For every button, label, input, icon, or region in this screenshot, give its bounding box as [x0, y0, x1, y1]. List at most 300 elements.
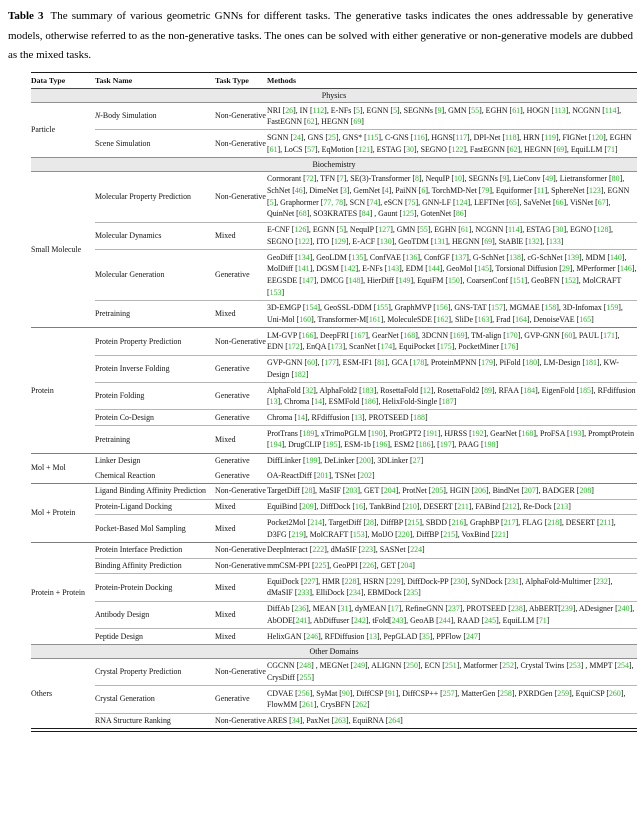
- citation-link[interactable]: 230: [452, 576, 465, 586]
- task-type-cell: Mixed: [215, 515, 267, 542]
- task-name-cell: Antibody Design: [95, 601, 215, 628]
- methods-cell: mmCSM-PPI [225], GeoPPI [226], GET [204]: [267, 558, 637, 574]
- citation-link[interactable]: 168: [403, 330, 416, 340]
- citation-link[interactable]: 14: [314, 397, 323, 407]
- task-type-cell: Mixed: [215, 601, 267, 628]
- citation-link[interactable]: 173: [330, 342, 343, 352]
- task-name-cell: Protein-Protein Docking: [95, 574, 215, 601]
- citation-link[interactable]: 122: [297, 236, 310, 246]
- methods-cell: EquiDock [227], HMR [228], HSRN [229], DiffDock-PP [230], SyNDock [231], AlphaFold-Multimer [232], dMaSIF [233], ElliDock [234], EBMDock [235]: [267, 574, 637, 601]
- section-title: Biochemistry: [31, 157, 637, 171]
- task-name-cell: Ligand Binding Affinity Prediction: [95, 483, 215, 499]
- citation-link[interactable]: 204: [383, 486, 396, 496]
- citation-link[interactable]: 246: [306, 631, 319, 641]
- citation-link[interactable]: 9: [502, 174, 507, 184]
- table-row: [31, 558, 637, 574]
- citation-link[interactable]: 120: [591, 132, 604, 142]
- citation-link[interactable]: 12: [422, 385, 431, 395]
- citation-link[interactable]: 10: [454, 174, 462, 184]
- citation-link[interactable]: 215: [443, 529, 456, 539]
- citation-link[interactable]: 239: [560, 604, 573, 614]
- citation-link[interactable]: 219: [291, 529, 304, 539]
- citation-link[interactable]: 125: [402, 209, 414, 219]
- citation-link[interactable]: 72: [305, 174, 314, 184]
- table-row: [31, 483, 637, 499]
- table-caption: [8, 7, 633, 66]
- citation-link[interactable]: 5: [269, 197, 274, 207]
- citation-link[interactable]: 198: [483, 440, 496, 450]
- citation-link[interactable]: 14: [297, 412, 305, 422]
- citation-link[interactable]: 121: [358, 144, 371, 154]
- citation-link[interactable]: 238: [510, 604, 523, 614]
- citation-link[interactable]: 182: [293, 369, 306, 379]
- citation-link[interactable]: 124: [455, 197, 468, 207]
- citation-link[interactable]: 127: [378, 225, 391, 235]
- task-name-cell: Pocket-Based Mol Sampling: [95, 515, 215, 542]
- citation-link[interactable]: 264: [388, 716, 401, 726]
- citation-link[interactable]: 61: [460, 225, 469, 235]
- methods-cell: AlphaFold [32], AlphaFold2 [183], RosettaFold [12], RosettaFold2 [89], RFAA [184], EigenFold [185], RFdiffusion [13], Chroma [14], ESMFold [186], HelixFold-Single [187]: [267, 383, 637, 410]
- citation-link[interactable]: 184: [523, 385, 536, 395]
- citation-link[interactable]: 216: [451, 517, 464, 527]
- task-type-cell: Mixed: [215, 499, 267, 515]
- methods-cell: DiffLinker [199], DeLinker [200], 3DLinker [27]: [267, 453, 637, 468]
- data-type-cell: Mol + Mol: [31, 453, 95, 483]
- citation-link[interactable]: 256: [297, 688, 310, 698]
- citation-link[interactable]: 117: [455, 132, 468, 142]
- citation-link[interactable]: 181: [585, 358, 597, 368]
- citation-link[interactable]: 255: [299, 672, 312, 682]
- citation-link[interactable]: 6: [421, 186, 426, 196]
- citation-link[interactable]: 235: [406, 588, 419, 598]
- citation-link[interactable]: 136: [405, 252, 418, 262]
- citation-link[interactable]: 55: [419, 225, 428, 235]
- methods-cell: EquiBind [209], DiffDock [16], TankBind [210], DESERT [211], FABind [212], Re-Dock [213]: [267, 499, 637, 515]
- task-name-cell: Binding Affinity Prediction: [95, 558, 215, 574]
- citation-link[interactable]: 200: [358, 456, 371, 466]
- citation-link[interactable]: 9: [437, 105, 442, 115]
- citation-link[interactable]: 209: [301, 502, 314, 512]
- citation-link[interactable]: 137: [454, 252, 467, 262]
- citation-link[interactable]: 128: [596, 225, 609, 235]
- citation-link[interactable]: 7: [339, 174, 344, 184]
- task-type-cell: Mixed: [215, 426, 267, 453]
- citation-link[interactable]: 172: [287, 342, 300, 352]
- citation-link[interactable]: 188: [413, 412, 425, 422]
- citation-link[interactable]: 69: [484, 236, 493, 246]
- citation-link[interactable]: 194: [269, 440, 282, 450]
- citation-link[interactable]: 80: [611, 174, 620, 184]
- citation-link[interactable]: 162: [436, 315, 449, 325]
- citation-link[interactable]: 204: [400, 561, 413, 570]
- citation-link[interactable]: 11: [536, 186, 545, 196]
- citation-link[interactable]: 197: [439, 440, 452, 450]
- citation-link[interactable]: 145: [477, 264, 490, 274]
- citation-link[interactable]: 144: [427, 264, 440, 274]
- citation-link[interactable]: 62: [306, 117, 315, 127]
- citation-link[interactable]: 226: [362, 561, 375, 570]
- citation-link[interactable]: 13: [354, 412, 363, 422]
- methods-cell: ProtTrans [189], xTrimoPGLM [190], ProtGPT2 [191], HJRSS [192], GearNet [168], ProFSA [193], PromptProtein [194], DrugCLIP [195], ESM-1b [196], ESM2 [186], [197], PAAG [198]: [267, 426, 637, 453]
- citation-link[interactable]: 113: [554, 105, 566, 115]
- citation-link[interactable]: 247: [465, 631, 478, 641]
- task-type-cell: Generative: [215, 410, 267, 426]
- citation-link[interactable]: 186: [363, 397, 376, 407]
- citation-link[interactable]: 26: [285, 105, 294, 115]
- data-type-cell: Particle: [31, 103, 95, 158]
- citation-link[interactable]: 5: [355, 105, 360, 115]
- citation-link[interactable]: 186: [418, 440, 431, 450]
- citation-link[interactable]: 227: [303, 576, 316, 586]
- citation-link[interactable]: 17: [390, 604, 399, 614]
- citation-link[interactable]: 16: [355, 502, 363, 512]
- citation-link[interactable]: 112: [312, 105, 325, 115]
- citation-link[interactable]: 66: [555, 197, 564, 207]
- task-name-cell: Molecular Dynamics: [95, 222, 215, 249]
- citation-link[interactable]: 156: [435, 303, 448, 313]
- citation-link[interactable]: 148: [348, 275, 361, 285]
- citation-link[interactable]: 196: [375, 440, 388, 450]
- citation-link[interactable]: 32: [305, 385, 314, 395]
- citation-link[interactable]: 86: [455, 209, 464, 219]
- citation-link[interactable]: 166: [301, 330, 314, 340]
- citation-link[interactable]: 210: [404, 502, 417, 512]
- table-row: [31, 686, 637, 713]
- citation-link[interactable]: 55: [471, 105, 480, 115]
- citation-link[interactable]: 242: [353, 615, 366, 625]
- citation-link[interactable]: 169: [452, 330, 465, 340]
- citation-link[interactable]: 114: [604, 105, 617, 115]
- citation-link[interactable]: 150: [448, 275, 460, 285]
- citation-link[interactable]: 71: [607, 144, 615, 154]
- task-name-cell: Scene Simulation: [95, 130, 215, 157]
- citation-link[interactable]: 74: [369, 197, 378, 207]
- citation-link[interactable]: 84: [361, 209, 370, 219]
- section-band: [31, 89, 637, 103]
- citation-link[interactable]: 31: [340, 604, 349, 614]
- citation-link[interactable]: 119: [544, 132, 556, 142]
- data-type-cell: Small Molecule: [31, 171, 95, 327]
- citation-link[interactable]: 202: [360, 470, 372, 480]
- citation-link[interactable]: 8: [415, 174, 419, 184]
- citation-link[interactable]: 34: [291, 716, 300, 726]
- citation-link[interactable]: 135: [351, 252, 364, 262]
- citation-link[interactable]: 77, 78: [323, 197, 344, 207]
- citation-link[interactable]: 250: [406, 661, 418, 671]
- citation-link[interactable]: 258: [500, 688, 512, 698]
- citation-link[interactable]: 187: [441, 397, 454, 407]
- citation-link[interactable]: 57: [307, 144, 316, 154]
- task-type-cell: Non-Generative: [215, 542, 267, 558]
- citation-link[interactable]: 75: [407, 197, 416, 207]
- citation-link[interactable]: 132: [527, 236, 540, 246]
- citation-link[interactable]: 211: [599, 517, 612, 527]
- citation-link[interactable]: 193: [569, 428, 582, 438]
- citation-link[interactable]: 189: [302, 428, 315, 438]
- citation-link[interactable]: 69: [556, 144, 565, 154]
- citation-link[interactable]: 4: [384, 186, 389, 196]
- citation-link[interactable]: 115: [366, 132, 379, 142]
- citation-link[interactable]: 201: [316, 470, 329, 480]
- citation-link[interactable]: 134: [297, 252, 310, 262]
- citation-link[interactable]: 218: [547, 517, 560, 527]
- citation-link[interactable]: 217: [503, 517, 516, 527]
- citation-link[interactable]: 62: [509, 144, 518, 154]
- data-type-cell: Others: [31, 658, 95, 728]
- citation-link[interactable]: 231: [507, 576, 519, 586]
- citation-link[interactable]: 114: [508, 225, 520, 235]
- citation-link[interactable]: 192: [471, 428, 484, 438]
- citation-link[interactable]: 232: [595, 576, 608, 586]
- task-type-cell: Mixed: [215, 300, 267, 327]
- citation-link[interactable]: 260: [608, 688, 621, 698]
- citation-link[interactable]: 67: [597, 197, 606, 207]
- citation-link[interactable]: 5: [339, 225, 344, 235]
- citation-link[interactable]: 140: [609, 252, 622, 262]
- citation-link[interactable]: 190: [370, 428, 383, 438]
- citation-link[interactable]: 28: [366, 517, 374, 527]
- citation-link[interactable]: 133: [548, 236, 561, 246]
- citation-link[interactable]: 259: [557, 688, 570, 698]
- citation-link[interactable]: 122: [451, 144, 464, 154]
- citation-link[interactable]: 212: [504, 502, 517, 512]
- citation-link[interactable]: 65: [508, 197, 517, 207]
- citation-link[interactable]: 167: [353, 330, 366, 340]
- citation-link[interactable]: 29: [561, 264, 570, 274]
- citation-link[interactable]: 158: [544, 303, 557, 313]
- citation-link[interactable]: 5: [393, 105, 398, 115]
- col-header-task-type: Task Type: [215, 72, 267, 89]
- citation-link[interactable]: 215: [407, 517, 420, 527]
- citation-link[interactable]: 24: [293, 132, 301, 142]
- citation-link[interactable]: 71: [538, 615, 547, 625]
- data-type-cell: Protein: [31, 328, 95, 453]
- citation-link[interactable]: 224: [410, 545, 423, 555]
- citation-link[interactable]: 28: [304, 486, 313, 496]
- methods-cell: Pocket2Mol [214], TargetDiff [28], DiffBP [215], SBDD [216], GraphBP [217], FLAG [218], DESERT [211], D3FG [219], MolCRAFT [153], MolJO [220], DiffBP [215], VoxBind [221]: [267, 515, 637, 542]
- citation-link[interactable]: 236: [294, 604, 307, 614]
- table-row: [31, 130, 637, 157]
- table-row: [31, 171, 637, 222]
- table-row: [31, 601, 637, 628]
- citation-link[interactable]: 222: [312, 545, 325, 555]
- methods-cell: SGNN [24], GNS [25], GNS* [115], C-GNS [116], HGNS[117], DPI-Net [118], HRN [119], FIGNet [120], EGHN [61], LoCS [57], EqMotion [121], ESTAG [30], SEGNO [122], FastEGNN [62], HEGNN [69], EquiLLM [71]: [267, 130, 637, 157]
- citation-link[interactable]: 13: [369, 631, 377, 641]
- citation-link[interactable]: 245: [484, 615, 497, 625]
- methods-cell: Cormorant [72], TFN [7], SE(3)-Transformer [8], NequIP [10], SEGNNs [9], LieConv [49], Lietransformer [80], SchNet [46], DimeNet [3], GemNet [4], PaiNN [6], TorchMD-Net [79], Equiformer [11], SphereNet [123], EGNN [5], Graphormer [77, 78], SCN [74], eSCN [75], GNN-LF [124], LEFTNet [65], SaVeNet [66], ViSNet [67], QuinNet [68], SO3KRATES [84] , Gaunt [125], GotenNet [86]: [267, 171, 637, 222]
- citation-link[interactable]: 223: [361, 545, 374, 555]
- task-name-cell: N-Body Simulation: [95, 103, 215, 130]
- citation-link[interactable]: 123: [589, 186, 601, 196]
- citation-link[interactable]: 208: [579, 486, 592, 496]
- citation-link[interactable]: 252: [502, 661, 514, 671]
- methods-cell: NRI [26], IN [112], E-NFs [5], EGNN [5], SEGNNs [9], GMN [55], EGHN [61], HOGN [113], NCGNN [114], FastEGNN [62], HEGNN [69]: [267, 103, 637, 130]
- citation-link[interactable]: 141: [297, 264, 310, 274]
- citation-link[interactable]: 205: [431, 486, 444, 496]
- citation-link[interactable]: 60: [564, 330, 573, 340]
- citation-link[interactable]: 61: [512, 105, 521, 115]
- task-name-cell: Protein-Ligand Docking: [95, 499, 215, 515]
- citation-link[interactable]: 155: [376, 303, 389, 313]
- citation-link[interactable]: 69: [353, 117, 362, 127]
- citation-link[interactable]: 157: [491, 303, 503, 313]
- citation-link[interactable]: 151: [512, 275, 525, 285]
- citation-link[interactable]: 142: [343, 264, 356, 274]
- citation-link[interactable]: 159: [606, 303, 619, 313]
- citation-link[interactable]: 253: [568, 661, 581, 671]
- citation-link[interactable]: 153: [269, 287, 282, 297]
- citation-link[interactable]: 35: [421, 631, 430, 641]
- citation-link[interactable]: 91: [387, 688, 396, 698]
- citation-link[interactable]: 177: [324, 358, 337, 368]
- table-caption-text: The summary of various geometric GNNs for different tasks. The generative tasks indicates the ones addressable by generative models, otherwise referred to as the non-generative tasks. The ones can be solved with either generative or non-generative models are dubbed as the mixed tasks.: [8, 10, 633, 61]
- citation-link[interactable]: 30: [406, 144, 414, 154]
- citation-link[interactable]: 89: [484, 385, 492, 395]
- citation-link[interactable]: 154: [305, 303, 318, 313]
- citation-link[interactable]: 130: [379, 236, 392, 246]
- methods-cell: OA-ReactDiff [201], TSNet [202]: [267, 470, 375, 480]
- citation-link[interactable]: 228: [344, 576, 357, 586]
- citation-link[interactable]: 179: [481, 358, 493, 368]
- citation-link[interactable]: 195: [325, 440, 338, 450]
- citation-link[interactable]: 152: [564, 275, 577, 285]
- citation-link[interactable]: 79: [481, 186, 490, 196]
- table-row: [31, 629, 637, 645]
- citation-link[interactable]: 49: [545, 174, 554, 184]
- methods-cell: 3D-EMGP [154], GeoSSL-DDM [155], GraphMVP [156], GNS-TAT [157], MGMAE [158], 3D-Infomax [159], Uni-Mol [160], Transformer-M[161], MoleculeSDE [162], SliDe [163], Frad [164], DenoiseVAE [165]: [267, 300, 637, 327]
- task-type-cell: Non-Generative: [215, 171, 267, 222]
- citation-link[interactable]: 143: [387, 264, 400, 274]
- citation-link[interactable]: 237: [447, 604, 460, 614]
- citation-link[interactable]: 220: [397, 529, 410, 539]
- citation-link[interactable]: 176: [503, 342, 516, 352]
- citation-link[interactable]: 175: [439, 342, 452, 352]
- section-title: Physics: [31, 89, 637, 103]
- citation-link[interactable]: 46: [294, 186, 303, 196]
- citation-link[interactable]: 13: [269, 397, 278, 407]
- table-row: [31, 222, 637, 249]
- citation-link[interactable]: 229: [388, 576, 401, 586]
- methods-cell: CGCNN [248] , MEGNet [249], ALIGNN [250], ECN [251], Matformer [252], Crystal Twins [253] , MMPT [254], CrysDiff [255]: [267, 658, 637, 685]
- citation-link[interactable]: 138: [509, 252, 521, 262]
- table-row: [31, 574, 637, 601]
- methods-cell: DiffAb [236], MEAN [31], dyMEAN [17], RefineGNN [237], PROTSEED [238], AbBERT[239], ADesigner [240], AbODE[241], AbDiffuser [242], tFold[243], GeoAB [244], RAAD [245], EquiLLM [71]: [267, 601, 637, 628]
- citation-link[interactable]: 61: [269, 144, 278, 154]
- citation-link[interactable]: 248: [299, 661, 312, 671]
- citation-link[interactable]: 131: [433, 236, 446, 246]
- citation-link[interactable]: 199: [305, 456, 318, 466]
- citation-link[interactable]: 240: [617, 604, 630, 614]
- methods-cell: Chroma [14], RFdiffusion [13], PROTSEED [188]: [267, 410, 637, 426]
- task-type-cell: Non-Generative: [215, 103, 267, 130]
- methods-cell: DeepInteract [222], dMaSIF [223], SASNet [224]: [267, 542, 637, 558]
- methods-cell: E-CNF [126], EGNN [5], NequIP [127], GMN [55], EGHN [61], NCGNN [114], ESTAG [30], EGNO [128], SEGNO [122], ITO [129], E-ACF [130], GeoTDM [131], HEGNN [69], StABlE [132], [133]: [267, 222, 637, 249]
- citation-link[interactable]: 118: [504, 132, 517, 142]
- summary-table: [31, 72, 637, 729]
- table-row: [31, 383, 637, 410]
- citation-link[interactable]: 262: [355, 700, 368, 710]
- citation-link[interactable]: 129: [333, 236, 346, 246]
- task-type-cell: Generative: [215, 250, 267, 301]
- citation-link[interactable]: 60: [307, 358, 316, 368]
- citation-link[interactable]: 25: [327, 132, 336, 142]
- citation-link[interactable]: 116: [413, 132, 425, 142]
- citation-link[interactable]: 3: [342, 186, 347, 196]
- task-name-cell: Peptide Design: [95, 629, 215, 645]
- citation-link[interactable]: 257: [442, 688, 455, 698]
- citation-link[interactable]: 221: [494, 529, 506, 539]
- citation-link[interactable]: 183: [361, 385, 374, 395]
- citation-link[interactable]: 180: [525, 358, 538, 368]
- task-name-cell: RNA Structure Ranking: [95, 713, 215, 728]
- data-type-cell: Protein + Protein: [31, 542, 95, 644]
- citation-link[interactable]: 149: [398, 275, 411, 285]
- citation-link[interactable]: 214: [310, 517, 323, 527]
- citation-link[interactable]: 203: [345, 486, 358, 496]
- methods-cell: HelixGAN [246], RFDiffusion [13], PepGLAD [35], PPFlow [247]: [267, 629, 637, 645]
- citation-link[interactable]: 185: [579, 385, 591, 395]
- methods-cell: GVP-GNN [60], [177], ESM-IF1 [81], GCA [178], ProteinMPNN [179], PiFold [180], LM-Design [181], KW-Design [182]: [267, 355, 637, 382]
- citation-link[interactable]: 146: [619, 264, 632, 274]
- citation-link[interactable]: 27: [412, 456, 421, 466]
- citation-link[interactable]: 81: [377, 358, 385, 368]
- citation-link[interactable]: 174: [380, 342, 393, 352]
- citation-link[interactable]: 168: [521, 428, 534, 438]
- citation-link[interactable]: 30: [555, 225, 564, 235]
- table-row: [31, 453, 637, 468]
- citation-link[interactable]: 225: [314, 561, 327, 570]
- citation-link[interactable]: 153: [352, 529, 365, 539]
- citation-link[interactable]: 164: [515, 315, 527, 325]
- citation-link[interactable]: 244: [438, 615, 451, 625]
- table-row: [31, 499, 637, 515]
- citation-link[interactable]: 261: [301, 700, 314, 710]
- citation-link[interactable]: 170: [505, 330, 518, 340]
- citation-link[interactable]: 191: [425, 428, 438, 438]
- task-type-cell: Non-Generative: [215, 328, 267, 355]
- citation-link[interactable]: 241: [295, 615, 308, 625]
- citation-link[interactable]: 243: [391, 615, 404, 625]
- citation-link[interactable]: 211: [457, 502, 469, 512]
- citation-link[interactable]: 147: [301, 275, 314, 285]
- task-name-cell: Pretraining: [95, 300, 215, 327]
- citation-link[interactable]: 206: [474, 486, 486, 496]
- citation-link[interactable]: 263: [334, 716, 346, 726]
- citation-link[interactable]: 139: [567, 252, 580, 262]
- citation-link[interactable]: 161: [368, 315, 381, 325]
- citation-link[interactable]: 251: [444, 661, 457, 671]
- citation-link[interactable]: 233: [297, 588, 310, 598]
- citation-link[interactable]: 165: [579, 315, 592, 325]
- citation-link[interactable]: 160: [299, 315, 312, 325]
- citation-link[interactable]: 90: [341, 688, 350, 698]
- citation-link[interactable]: 126: [294, 225, 307, 235]
- citation-link[interactable]: 178: [412, 358, 425, 368]
- table-row: [31, 300, 637, 327]
- citation-link[interactable]: 171: [603, 330, 615, 340]
- citation-link[interactable]: 249: [353, 661, 366, 671]
- citation-link[interactable]: 254: [617, 661, 629, 671]
- citation-link[interactable]: 207: [523, 486, 536, 496]
- task-type-cell: Mixed: [215, 222, 267, 249]
- citation-link[interactable]: 163: [477, 315, 490, 325]
- table-row: [31, 355, 637, 382]
- citation-link[interactable]: 213: [556, 502, 569, 512]
- task-type-cell: Generative: [215, 453, 267, 468]
- task-name-cell: Molecular Property Prediction: [95, 171, 215, 222]
- citation-link[interactable]: 68: [298, 209, 307, 219]
- citation-link[interactable]: 234: [349, 588, 361, 598]
